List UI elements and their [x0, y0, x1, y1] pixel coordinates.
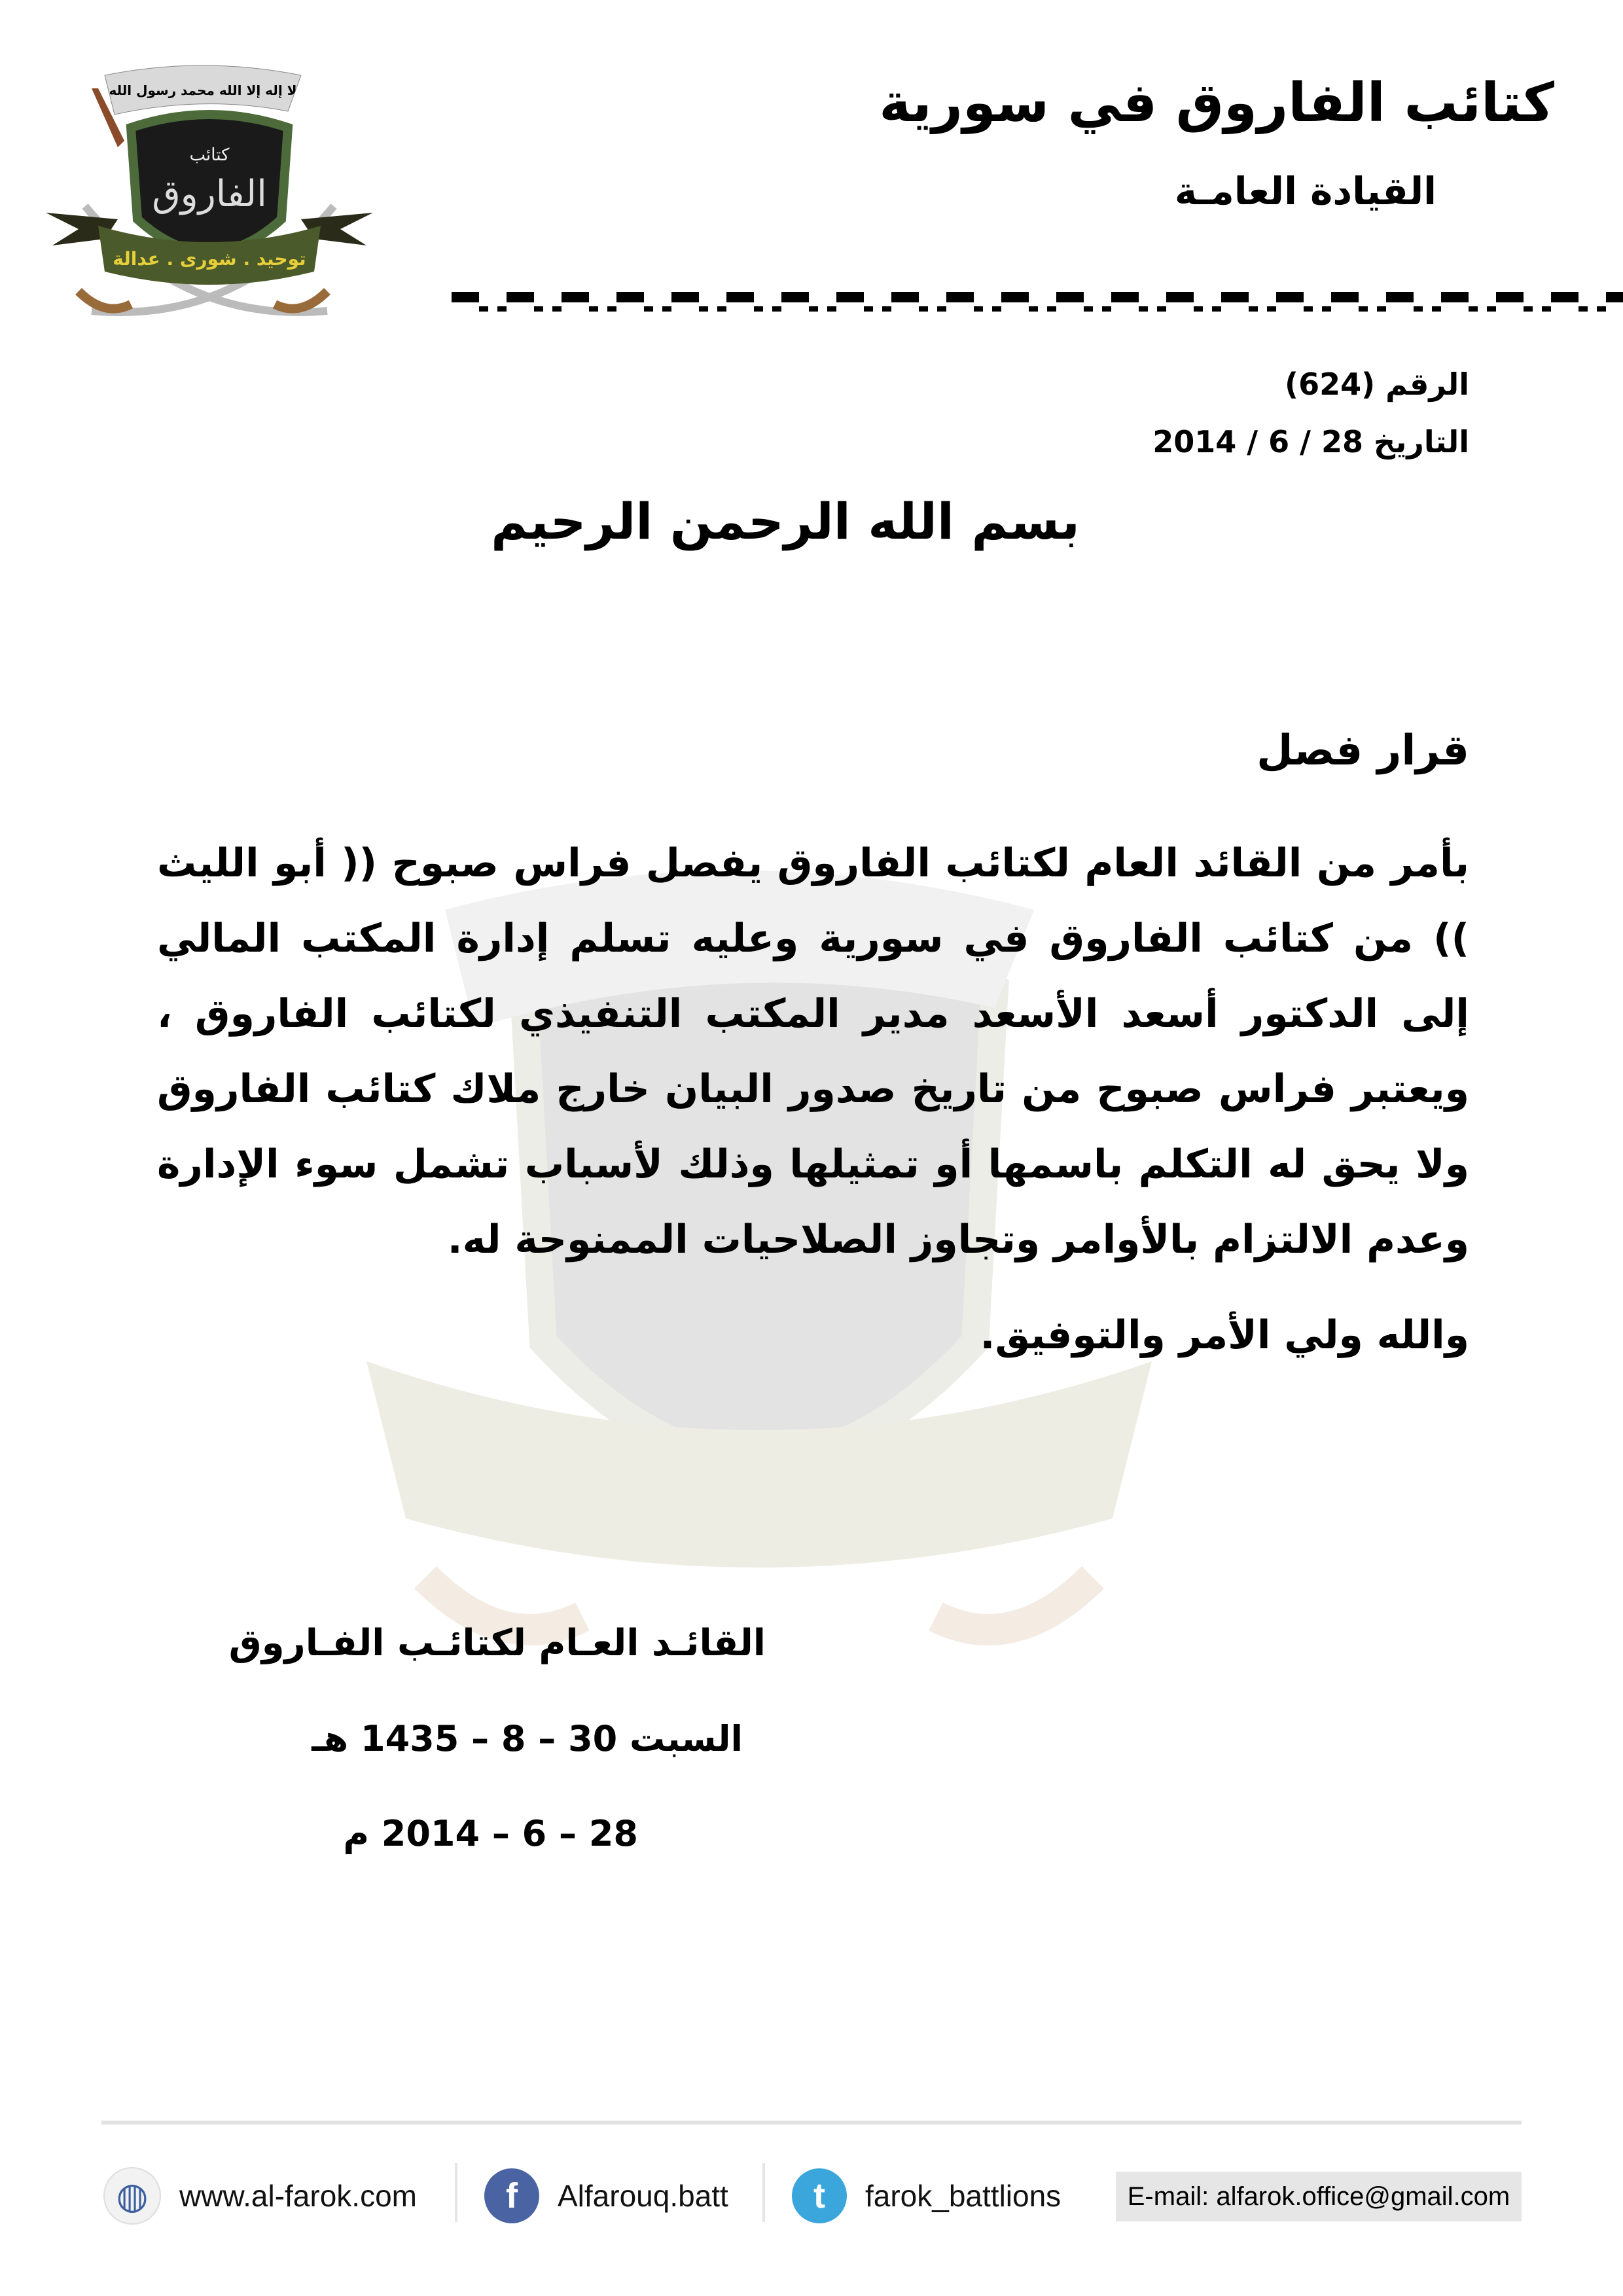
facebook-link[interactable]	[484, 2160, 728, 2232]
logo-banner-text: لا إله إلا الله محمد رسول الله	[109, 82, 297, 98]
signatory-title: القائـد العـام لكتائـب الفـاروق	[228, 1622, 766, 1664]
facebook-text: Alfarouq.batt	[558, 2179, 728, 2213]
logo-ribbon-text: توحيد . شورى . عدالة	[113, 248, 306, 270]
website-text: www.al-farok.com	[179, 2179, 417, 2213]
header-divider	[452, 292, 1623, 318]
gregorian-date: 28 – 6 – 2014 م	[343, 1813, 638, 1854]
logo-shield-top: كتائب	[189, 145, 230, 165]
basmala: بسم الله الرحمن الرحيم	[491, 492, 1080, 550]
hijri-date: السبت 30 – 8 – 1435 هـ	[312, 1718, 743, 1759]
organization-subtitle: القيادة العامـة	[1174, 169, 1436, 213]
website-link[interactable]	[103, 2160, 417, 2232]
document-date: التاريخ 28 / 6 / 2014	[1152, 424, 1469, 459]
twitter-link[interactable]	[792, 2160, 1061, 2232]
footer-divider	[101, 2121, 1522, 2125]
decision-body: بأمر من القائد العام لكتائب الفاروق يفصل فراس صبوح (( أبو الليث )) من كتائب الفاروق في سورية وعليه تسلم إدارة المكتب المالي إلى الدكتور أسعد الأسعد مدير المكتب التنفيذي لكتائب الفاروق ، ويعتبر فراس صبوح من تاريخ صدور البيان خارج ملاك كتائب الفاروق ولا يحق له التكلم باسمها أو تمثيلها وذلك لأسباب تشمل سوء الإدارة وعدم الالتزام بالأوامر وتجاوز الصلاحيات الممنوحة له.	[157, 840, 1469, 1263]
facebook-icon: f	[484, 2168, 539, 2223]
footer-separator	[455, 2163, 457, 2222]
reference-number: الرقم (624)	[1285, 367, 1469, 402]
logo-shield-name: الفاروق	[152, 173, 267, 215]
email-link[interactable]: E-mail: alfarok.office@gmail.com	[1116, 2172, 1522, 2221]
organization-title: كتائب الفاروق في سورية	[879, 72, 1554, 134]
closing-line: والله ولي الأمر والتوفيق.	[980, 1312, 1469, 1358]
twitter-text: farok_battlions	[865, 2179, 1061, 2213]
faruq-brigades-logo	[39, 49, 380, 337]
decision-title: قرار فصل	[1257, 726, 1469, 775]
globe-icon: ◍	[103, 2167, 161, 2225]
twitter-icon: t	[792, 2168, 847, 2223]
footer-separator	[762, 2163, 765, 2222]
